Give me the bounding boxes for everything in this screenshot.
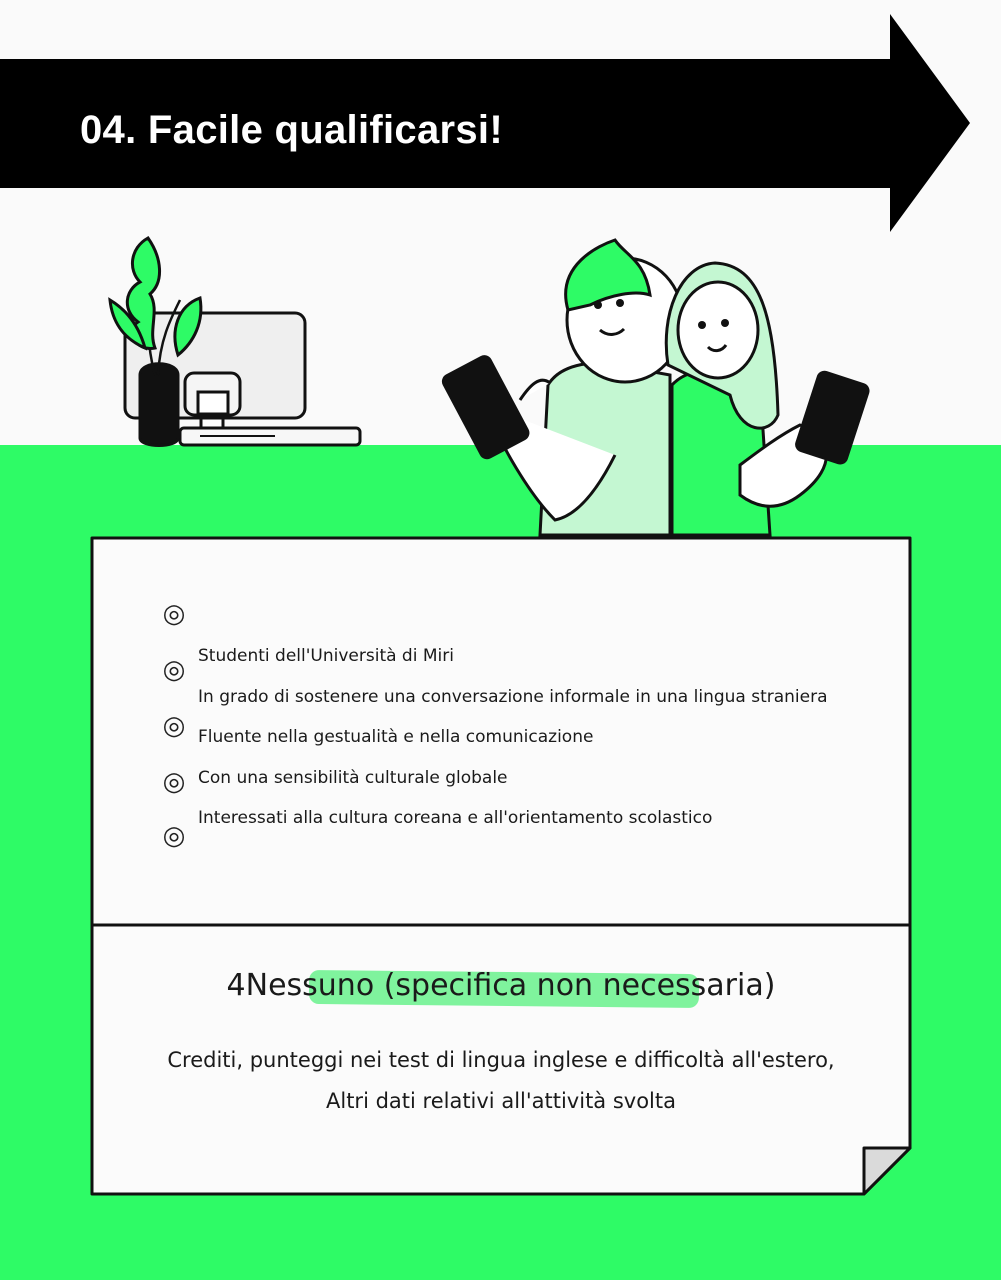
double-circle-icon: ◎ [162,767,186,797]
documents-heading [227,964,776,1008]
requirement-item: Interessati alla cultura coreana e all'orientamento scolastico [198,808,713,828]
page-title: 04. Facile qualificarsi! [80,108,503,152]
requirement-item: Con una sensibilità culturale globale [198,767,508,788]
requirement-item: Fluente nella gestualità e nella comunicazione [198,727,594,747]
requirements-list [198,636,828,839]
info-card [90,536,912,1196]
documents-heading-row [90,964,912,1008]
students-with-tablets-illustration [440,235,900,540]
double-circle-icon: ◎ [162,655,186,685]
double-circle-icon: ◎ [162,599,186,629]
double-circle-icon: ◎ [162,711,186,741]
requirement-item: In grado di sostenere una conversazione informale in una lingua straniera [198,686,828,707]
desk-plant-illustration [100,230,370,452]
requirement-item: Studenti dell'Università di Miri [198,646,454,666]
documents-line: Crediti, punteggi nei test di lingua inglese e difficoltà all'estero, [167,1048,835,1072]
documents-description [90,1040,912,1122]
documents-heading-text: 4Nessuno (specifica non necessaria) [226,968,776,1003]
documents-line: Altri dati relativi all'attività svolta [326,1089,676,1113]
double-circle-icon: ◎ [162,821,186,851]
